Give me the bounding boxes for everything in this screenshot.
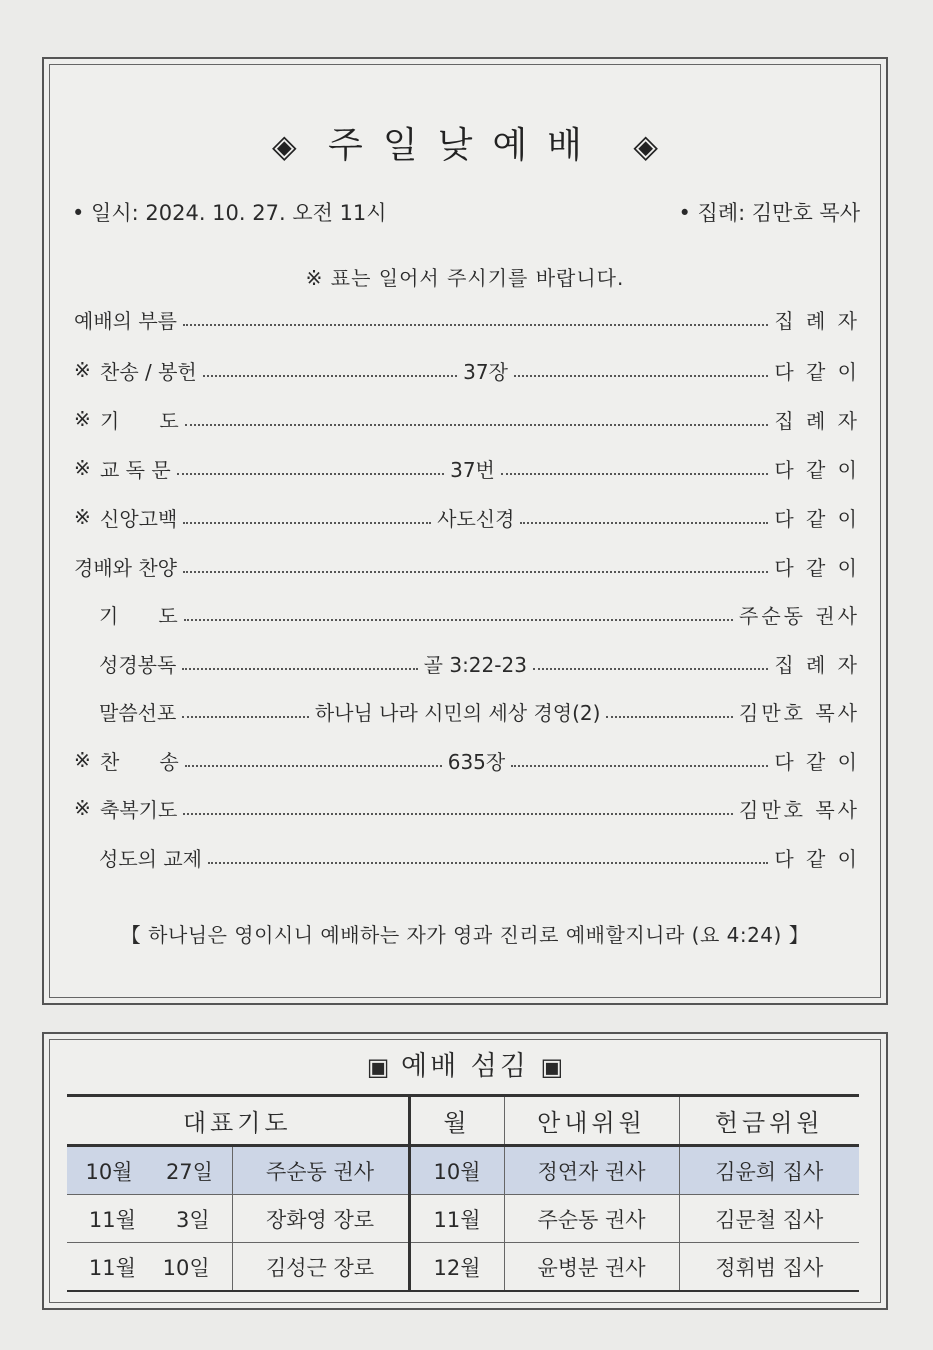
offering-person: 김문철 집사 (679, 1195, 859, 1243)
service-leader: • 집례: 김만호 목사 (678, 201, 860, 225)
order-label: 기 도 (99, 603, 178, 628)
order-person: 집 례 자 (774, 408, 860, 433)
prayer-person: 장화영 장로 (232, 1195, 409, 1243)
dotted-leader (183, 813, 733, 815)
serving-title-text: 예배 섬김 (401, 1051, 529, 1082)
offering-person: 정휘범 집사 (679, 1243, 859, 1292)
prayer-date-day: 10일 (162, 1255, 210, 1280)
order-label: 기 도 (100, 408, 179, 433)
dotted-leader (177, 473, 444, 475)
dotted-leader (185, 765, 442, 767)
dotted-leader (183, 324, 768, 326)
order-person: 집 례 자 (774, 652, 861, 677)
order-person: 다 같 이 (774, 457, 860, 482)
serve-month: 11월 (409, 1195, 504, 1243)
service-date: • 일시: 2024. 10. 27. 오전 11시 (72, 201, 387, 225)
dotted-leader (203, 375, 457, 377)
dotted-leader (514, 375, 768, 377)
order-person: 다 같 이 (774, 555, 860, 580)
prayer-date-month: 10월 (85, 1159, 133, 1184)
usher-person: 주순동 권사 (504, 1195, 679, 1243)
order-label: 말씀선포 (99, 700, 177, 725)
order-person: 다 같 이 (774, 506, 860, 531)
scripture-verse: 【 하나님은 영이시니 예배하는 자가 영과 진리로 예배할지니라 (요 4:24) 】 (120, 923, 810, 947)
stand-mark: ※ (74, 505, 91, 529)
order-person: 집 례 자 (774, 308, 860, 333)
order-row (74, 453, 860, 483)
order-row (74, 502, 860, 532)
order-label: 성도의 교제 (99, 846, 202, 871)
order-person: 김만호 목사 (739, 700, 861, 725)
dotted-leader (533, 668, 768, 670)
usher-person: 윤병분 권사 (504, 1243, 679, 1292)
prayer-date-day: 3일 (175, 1207, 210, 1232)
square-icon-left: ▣ (366, 1053, 390, 1081)
order-row (74, 355, 860, 385)
order-row (99, 599, 860, 629)
serving-header-row (67, 1096, 859, 1146)
order-detail: 37장 (463, 359, 508, 384)
prayer-date-month: 11월 (88, 1255, 136, 1280)
serve-month: 10월 (409, 1146, 504, 1195)
dotted-leader (511, 765, 768, 767)
order-person: 다 같 이 (774, 359, 861, 384)
order-row (99, 696, 860, 726)
header-usher: 안내위원 (504, 1096, 679, 1146)
order-label: 찬 송 (100, 749, 179, 774)
order-person: 다 같 이 (774, 846, 860, 871)
worship-order-panel (42, 57, 888, 1005)
header-offering: 헌금위원 (679, 1096, 859, 1146)
stand-mark: ※ (74, 407, 91, 431)
order-row (74, 551, 860, 581)
order-row (99, 648, 860, 678)
order-detail: 37번 (450, 457, 495, 482)
prayer-date (67, 1243, 232, 1292)
order-label: 축복기도 (100, 797, 178, 822)
prayer-date-day: 27일 (165, 1159, 213, 1184)
prayer-date-month: 11월 (88, 1207, 136, 1232)
diamond-icon-left: ◈ (271, 127, 297, 165)
order-label: 신앙고백 (100, 506, 178, 531)
order-label: 예배의 부름 (74, 308, 177, 333)
prayer-person: 주순동 권사 (232, 1146, 409, 1195)
order-label: 교 독 문 (100, 457, 171, 482)
header-month: 월 (409, 1096, 504, 1146)
order-row (74, 745, 860, 775)
prayer-date (67, 1146, 232, 1195)
dotted-leader (606, 716, 733, 718)
dotted-leader (183, 571, 768, 573)
usher-person: 정연자 권사 (504, 1146, 679, 1195)
dotted-leader (185, 424, 769, 426)
table-row (67, 1195, 859, 1243)
serving-table (67, 1094, 859, 1292)
serving-title (44, 1044, 886, 1083)
dotted-leader (182, 668, 417, 670)
serve-month: 12월 (409, 1243, 504, 1292)
dotted-leader (501, 473, 768, 475)
order-detail: 골 3:22-23 (423, 652, 527, 677)
order-label: 찬송 / 봉헌 (100, 359, 197, 384)
dotted-leader (520, 522, 768, 524)
order-row (74, 404, 860, 434)
stand-mark: ※ (74, 748, 91, 772)
table-row (67, 1243, 859, 1292)
prayer-date (67, 1195, 232, 1243)
prayer-person: 김성근 장로 (232, 1243, 409, 1292)
order-detail: 사도신경 (437, 506, 515, 531)
standing-notice: ※ 표는 일어서 주시기를 바랍니다. (305, 266, 625, 290)
order-label: 경배와 찬양 (74, 555, 177, 580)
service-title-text: 주일낮예배 (328, 125, 602, 166)
service-title (44, 117, 886, 168)
table-row (67, 1146, 859, 1195)
order-person: 김만호 목사 (739, 797, 860, 822)
dotted-leader (182, 716, 309, 718)
stand-mark: ※ (74, 456, 91, 480)
diamond-icon-right: ◈ (633, 127, 658, 165)
header-prayer: 대표기도 (67, 1096, 409, 1146)
dotted-leader (183, 522, 431, 524)
dotted-leader (184, 619, 733, 621)
serving-panel (42, 1032, 888, 1310)
order-row (74, 793, 860, 823)
order-row (99, 842, 860, 872)
sermon-title: 하나님 나라 시민의 세상 경영(2) (314, 700, 601, 725)
stand-mark: ※ (74, 358, 91, 382)
offering-person: 김윤희 집사 (679, 1146, 859, 1195)
order-row (74, 304, 860, 334)
dotted-leader (208, 862, 768, 864)
square-icon-right: ▣ (540, 1053, 564, 1081)
order-detail: 635장 (447, 749, 506, 774)
order-person: 다 같 이 (774, 749, 861, 774)
stand-mark: ※ (74, 796, 91, 820)
order-label: 성경봉독 (99, 652, 177, 677)
order-person: 주순동 권사 (739, 603, 860, 628)
